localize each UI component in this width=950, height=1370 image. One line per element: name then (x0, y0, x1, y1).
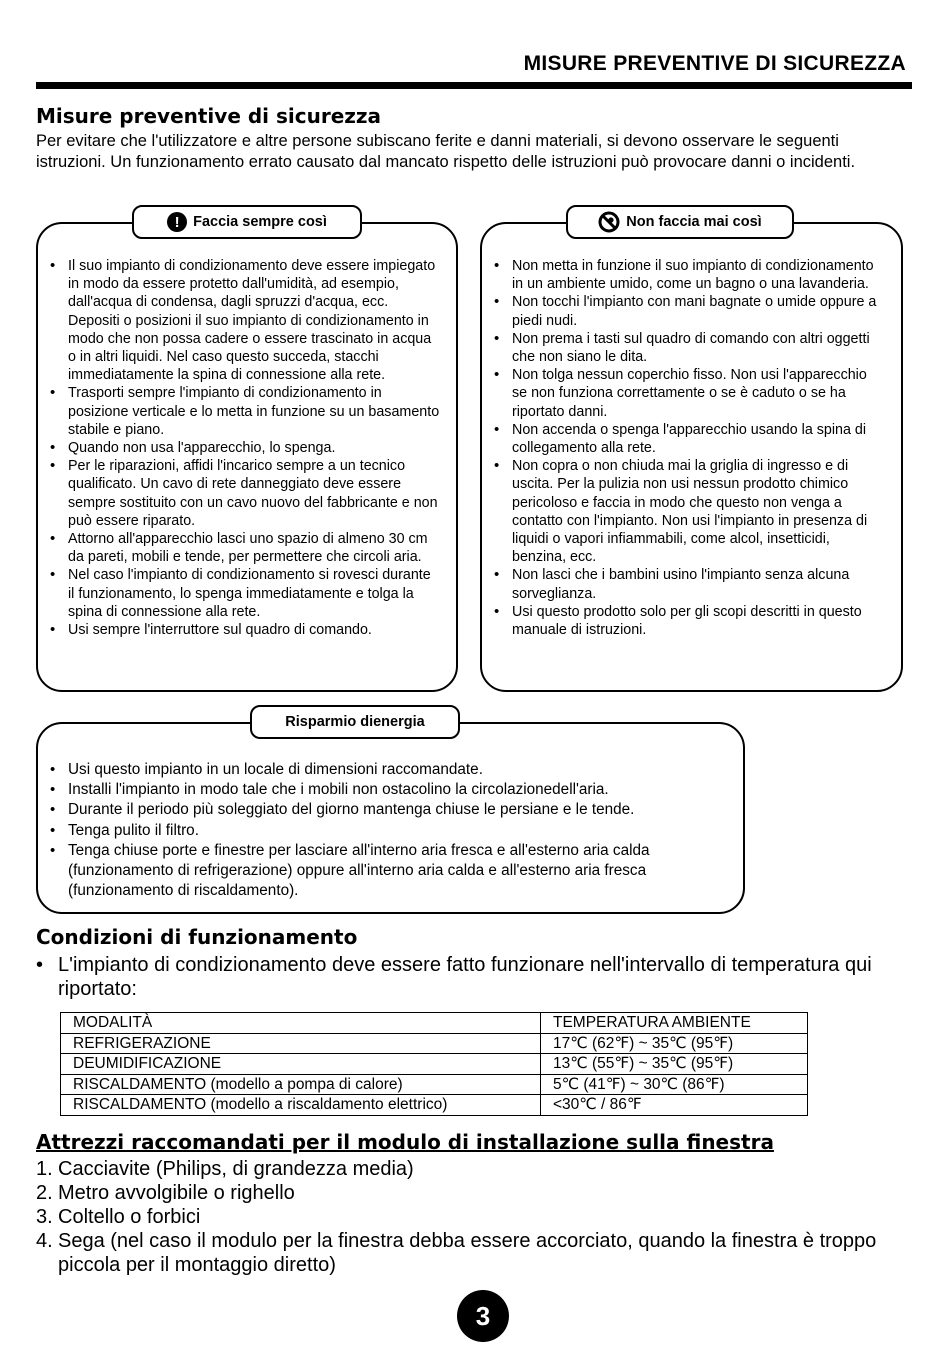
list-text: Metro avvolgibile o righello (58, 1182, 295, 1204)
conditions-bullet-text: L'impianto di condizionamento deve essere fatto funzionare nell'intervallo di temperatura qui riportato: (58, 954, 872, 1000)
list-item: • Attorno all'apparecchio lasci uno spazio di almeno 30 cm da pareti, mobili e tende, per permettere che circoli aria. (68, 530, 440, 566)
list-item: • Non lasci che i bambini usino l'impianto senza alcuna sorveglianza. (512, 566, 885, 602)
list-number: 1. (36, 1158, 53, 1180)
table-cell: RISCALDAMENTO (modello a riscaldamento elettrico) (61, 1095, 541, 1116)
table-row (61, 1074, 808, 1095)
list-item: • Installi l'impianto in modo tale che i mobili non ostacolino la circolazionedell'aria. (68, 780, 723, 800)
table-cell: TEMPERATURA AMBIENTE (541, 1013, 808, 1034)
table-cell: DEUMIDIFICAZIONE (61, 1054, 541, 1075)
table-cell: 13℃ (55℉) ~ 35℃ (95℉) (541, 1054, 808, 1075)
list-item (36, 1181, 896, 1205)
table-cell: <30℃ / 86℉ (541, 1095, 808, 1116)
prohibited-icon (598, 211, 620, 233)
list-item: • Usi sempre l'interruttore sul quadro di comando. (68, 621, 440, 639)
list-item: • Per le riparazioni, affidi l'incarico sempre a un tecnico qualificato. Un cavo di rete danneggiato deve essere sempre sostituito con un cavo nuovo del fabbricante e non può essere riparato. (68, 457, 440, 530)
energy-box-label-text: Risparmio dienergia (285, 714, 425, 730)
list-item: • Tenga pulito il filtro. (68, 821, 723, 841)
list-item (36, 1229, 896, 1277)
list-item (36, 1157, 896, 1181)
table-row (61, 1054, 808, 1075)
list-text: Coltello o forbici (58, 1206, 201, 1228)
table-cell: 5℃ (41℉) ~ 30℃ (86℉) (541, 1074, 808, 1095)
energy-box (36, 722, 745, 914)
safety-intro: Per evitare che l'utilizzatore e altre persone subiscano ferite e danni materiali, si devono osservare le seguenti istruzioni. Un funzionamento errato causato dal mancato rispetto delle istruzioni può provocare danni o incidenti. (36, 132, 856, 171)
list-text: Cacciavite (Philips, di grandezza media) (58, 1158, 414, 1180)
list-item (36, 1205, 896, 1229)
list-item: • Usi questo prodotto solo per gli scopi descritti in questo manuale di istruzioni. (512, 603, 885, 639)
list-item: • Usi questo impianto in un locale di dimensioni raccomandate. (68, 760, 723, 780)
list-item: • Non accenda o spenga l'apparecchio usando la spina di collegamento alla rete. (512, 421, 885, 457)
conditions-heading: Condizioni di funzionamento (36, 925, 358, 949)
table-row (61, 1013, 808, 1034)
energy-list (38, 760, 743, 901)
list-item: • Non copra o non chiuda mai la griglia di ingresso e di uscita. Per la pulizia non usi nessun prodotto chimico pericoloso e faccia in modo che questo non venga a contatto con l'impianto. Non usi l'impianto in presenza di liquidi o vapori infiammabili, come alcol, insetticidi, benzina, ecc. (512, 457, 885, 566)
bullet-dot: • (36, 954, 44, 976)
conditions-bullet (36, 953, 896, 1001)
table-cell: REFRIGERAZIONE (61, 1033, 541, 1054)
dont-list (482, 257, 901, 639)
dont-box-label-text: Non faccia mai così (626, 214, 762, 230)
list-item: • Tenga chiuse porte e finestre per lasciare all'interno aria fresca e all'esterno aria calda (funzionamento di refrigerazione) oppure all'interno aria calda e all'esterno aria fresca (funzionamento di riscaldamento). (68, 841, 723, 902)
table-row (61, 1033, 808, 1054)
do-list (38, 257, 456, 639)
tools-heading: Attrezzi raccomandati per il modulo di installazione sulla finestra (36, 1130, 774, 1154)
page-number: 3 (457, 1290, 509, 1342)
exclamation-icon: ! (167, 212, 187, 232)
list-item: • Non prema i tasti sul quadro di comando con altri oggetti che non siano le dita. (512, 330, 885, 366)
header-rule (36, 82, 912, 89)
list-item: • Durante il periodo più soleggiato del giorno mantenga chiuse le persiane e le tende. (68, 800, 723, 820)
do-box (36, 222, 458, 692)
tools-list (36, 1157, 896, 1277)
list-item: • Non metta in funzione il suo impianto di condizionamento in un ambiente umido, come un bagno o una lavanderia. (512, 257, 885, 293)
list-number: 3. (36, 1206, 53, 1228)
dont-box (480, 222, 903, 692)
page-header-title: MISURE PREVENTIVE DI SICUREZZA (523, 52, 906, 75)
table-cell: 17℃ (62℉) ~ 35℃ (95℉) (541, 1033, 808, 1054)
energy-box-label (250, 705, 460, 739)
table-cell: RISCALDAMENTO (modello a pompa di calore) (61, 1074, 541, 1095)
list-item: • Nel caso l'impianto di condizionamento si rovesci durante il funzionamento, lo spenga immediatamente e tolga la spina di connessione alla rete. (68, 566, 440, 621)
list-item: • Quando non usa l'apparecchio, lo spenga. (68, 439, 440, 457)
list-item: • Non tolga nessun coperchio fisso. Non usi l'apparecchio se non funziona correttamente o se è caduto o se ha riportato danni. (512, 366, 885, 421)
list-item: • Il suo impianto di condizionamento deve essere impiegato in modo da essere protetto dall'umidità, ad esempio, dall'acqua di condensa, dagli spruzzi d'acqua, ecc. Depositi o posizioni il suo impianto di condizionamento in modo che non possa cadere o essere trascinato in acqua o in altri liquidi. Nel caso questo succeda, stacchi immediatamente la spina di connessione alla rete. (68, 257, 440, 384)
safety-heading: Misure preventive di sicurezza (36, 104, 382, 128)
do-box-label-text: Faccia sempre così (193, 214, 327, 230)
list-item: • Trasporti sempre l'impianto di condizionamento in posizione verticale e lo metta in funzione su un basamento stabile e piano. (68, 384, 440, 439)
list-text: Sega (nel caso il modulo per la finestra debba essere accorciato, quando la finestra è troppo piccola per il montaggio diretto) (58, 1230, 877, 1276)
list-number: 4. (36, 1230, 53, 1252)
temperature-table (60, 1012, 808, 1116)
list-number: 2. (36, 1182, 53, 1204)
table-row (61, 1095, 808, 1116)
dont-box-label (566, 205, 794, 239)
table-cell: MODALITÀ (61, 1013, 541, 1034)
list-item: • Non tocchi l'impianto con mani bagnate o umide oppure a piedi nudi. (512, 293, 885, 329)
do-box-label (132, 205, 362, 239)
